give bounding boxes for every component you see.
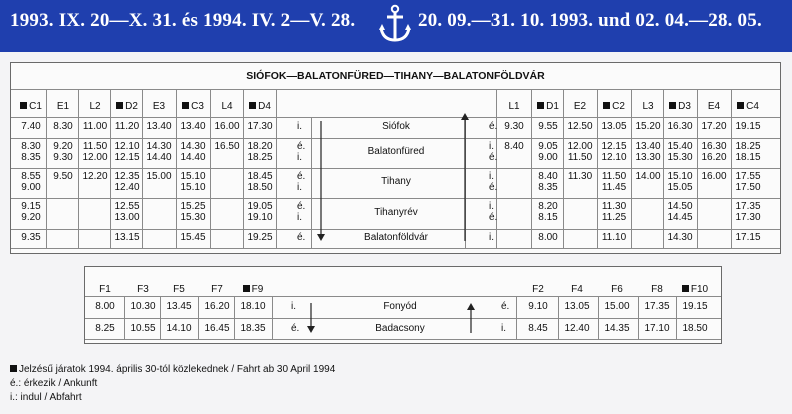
dir-arrive-depart: i. [489,232,494,243]
time-cell: 8.30 8.35 [21,141,41,163]
time-cell: 12.55 13.00 [114,201,140,223]
rule [11,248,780,249]
time-cell: 8.20 8.15 [538,201,558,223]
marked-square-icon [537,102,544,109]
time-cell: 8.45 [528,323,548,334]
dir-arrive-depart: i. [501,323,506,334]
column-header [564,101,596,112]
rule [311,117,312,248]
column-header [199,284,235,295]
rule [496,89,497,248]
station-name: Balatonfüred [367,146,425,157]
time-cell: 18.25 18.15 [735,141,761,163]
dir-arrive-depart: é. [501,301,510,312]
time-cell: 9.50 [53,171,73,182]
time-cell: 16.00 [701,171,727,182]
time-cell: 12.40 [564,323,590,334]
column-code: F2 [532,284,544,295]
time-cell: 14.30 [667,232,693,243]
time-cell: 11.30 11.25 [601,201,627,223]
time-cell: 9.30 [504,121,524,132]
rule [11,168,780,169]
column-code: D1 [546,101,559,112]
anchor-icon [378,4,412,44]
time-cell: 8.00 [95,301,115,312]
dir-arrive-depart: i. é. [489,141,498,163]
rule [11,117,780,118]
rule [85,296,721,297]
rule [85,339,721,340]
dir-arrive-depart: i. [291,301,296,312]
marked-square-icon [243,285,250,292]
time-cell: 9.05 9.00 [538,141,558,163]
time-cell: 9.55 [538,121,558,132]
column-header [677,284,713,295]
time-cell: 17.20 [701,121,727,132]
column-header [15,101,47,112]
time-cell: 13.15 [114,232,140,243]
time-cell: 16.50 [214,141,240,152]
station-name: Fonyód [383,301,417,312]
rule [110,89,111,248]
timetable-title: SIÓFOK—BALATONFÜRED—TIHANY—BALATONFÖLDVÁR [246,70,545,82]
column-code: L3 [642,101,654,112]
time-cell: 19.15 [735,121,761,132]
time-cell: 12.50 [567,121,593,132]
legend-depart: i.: indul / Abfahrt [10,392,82,403]
column-header [599,284,635,295]
legend-marked-text: Jelzésű járatok 1994. április 30-tól közlekednek / Fahrt ab 30 April 1994 [19,364,336,375]
time-cell: 12.10 12.15 [114,141,140,163]
dir-arrive-depart: i. é. [489,201,498,223]
column-code: F5 [173,284,185,295]
column-code: F8 [651,284,663,295]
column-code: E4 [707,101,721,112]
column-header [559,284,595,295]
rule [11,198,780,199]
time-cell: 9.15 9.20 [21,201,41,223]
time-cell: 11.20 [114,121,140,132]
time-cell: 15.10 15.10 [180,171,206,193]
column-code: L4 [221,101,233,112]
dir-arrive-depart: é. [489,121,498,132]
column-header [698,101,730,112]
time-cell: 11.50 12.00 [82,141,108,163]
time-cell: 16.20 [204,301,230,312]
column-header [732,101,764,112]
dir-arrive-depart: é. i. [297,201,306,223]
rule [85,318,721,319]
column-header [143,101,175,112]
column-header [520,284,556,295]
dir-arrive-depart: é. i. [297,171,306,193]
time-cell: 9.10 [528,301,548,312]
ferry-timetable [84,266,722,344]
column-code: D2 [125,101,138,112]
column-header [498,101,530,112]
column-header [47,101,79,112]
column-header [664,101,696,112]
column-code: C2 [612,101,625,112]
time-cell: 18.20 18.25 [247,141,273,163]
time-cell: 14.30 14.40 [146,141,172,163]
main-timetable [10,62,781,254]
time-cell: 12.20 [82,171,108,182]
marked-square-icon [116,102,123,109]
marked-square-icon [249,102,256,109]
time-cell: 15.25 15.30 [180,201,206,223]
rule [142,89,143,248]
column-code: L2 [89,101,101,112]
rule [516,296,517,339]
time-cell: 8.40 8.35 [538,171,558,193]
time-cell: 15.00 [604,301,630,312]
time-cell: 15.40 15.30 [667,141,693,163]
marked-square-icon [682,285,689,292]
time-cell: 14.10 [166,323,192,334]
column-header [161,284,197,295]
time-cell: 18.50 [682,323,708,334]
marked-square-icon [20,102,27,109]
column-header [244,101,276,112]
time-cell: 9.35 [21,232,41,243]
time-cell: 19.25 [247,232,273,243]
time-cell: 8.25 [95,323,115,334]
time-cell: 8.00 [538,232,558,243]
column-code: F4 [571,284,583,295]
time-cell: 13.05 [601,121,627,132]
column-code: F7 [211,284,223,295]
time-cell: 18.35 [240,323,266,334]
column-header [639,284,675,295]
time-cell: 15.00 [146,171,172,182]
time-cell: 9.20 9.30 [53,141,73,163]
rule [563,89,564,248]
time-cell: 18.10 [240,301,266,312]
time-cell: 8.40 [504,141,524,152]
rule [210,89,211,248]
column-header [235,284,271,295]
rule [597,89,598,248]
column-code: F1 [99,284,111,295]
station-name: Tihany [381,176,411,187]
column-code: C3 [191,101,204,112]
rule [631,89,632,248]
column-code: F10 [690,284,709,295]
station-name: Balatonföldvár [364,231,428,243]
time-cell: 11.50 11.45 [601,171,627,193]
down-arrow-icon [316,121,326,241]
column-code: E2 [573,101,587,112]
time-cell: 14.30 14.40 [180,141,206,163]
rule [46,89,47,248]
time-cell: 17.15 [735,232,761,243]
time-cell: 17.30 [247,121,273,132]
rule [731,89,732,248]
column-code: F3 [137,284,149,295]
column-code: F9 [251,284,264,295]
time-cell: 15.10 15.05 [667,171,693,193]
time-cell: 12.15 12.10 [601,141,627,163]
marked-square-icon [737,102,744,109]
legend-marked [10,364,335,375]
dir-arrive-depart: i. é. [489,171,498,193]
time-cell: 13.45 [166,301,192,312]
column-code: E3 [152,101,166,112]
time-cell: 16.00 [214,121,240,132]
rule [531,89,532,248]
up-arrow-icon [466,303,476,333]
column-code: D4 [258,101,271,112]
column-header [111,101,143,112]
column-code: L1 [508,101,520,112]
time-cell: 13.40 [146,121,172,132]
marked-square-icon [669,102,676,109]
rule [276,89,277,248]
rule [697,89,698,248]
time-cell: 14.50 14.45 [667,201,693,223]
time-cell: 18.45 18.50 [247,171,273,193]
time-cell: 15.45 [180,232,206,243]
time-cell: 17.35 [644,301,670,312]
column-header [79,101,111,112]
time-cell: 11.30 [567,171,593,182]
rule [11,138,780,139]
time-cell: 14.00 [635,171,661,182]
rule [663,89,664,248]
column-header [532,101,564,112]
time-cell: 17.35 17.30 [735,201,761,223]
station-name: Badacsony [375,323,425,334]
time-cell: 17.10 [644,323,670,334]
column-code: E1 [56,101,70,112]
column-header [598,101,630,112]
marked-square-icon [182,102,189,109]
time-cell: 11.10 [601,232,627,243]
column-code: F6 [611,284,623,295]
time-cell: 13.40 [180,121,206,132]
time-cell: 8.55 9.00 [21,171,41,193]
dir-arrive-depart: é. [291,323,300,334]
column-code: C1 [29,101,42,112]
rule [243,89,244,248]
marked-square-icon [10,365,17,372]
rule [11,89,780,90]
time-cell: 17.55 17.50 [735,171,761,193]
station-name: Tihanyrév [374,206,418,218]
column-header [632,101,664,112]
time-cell: 16.45 [204,323,230,334]
time-cell: 15.20 [635,121,661,132]
time-cell: 14.35 [604,323,630,334]
time-cell: 12.00 11.50 [567,141,593,163]
time-cell: 10.30 [130,301,156,312]
dir-arrive-depart: é. i. [297,141,306,163]
column-header [211,101,243,112]
down-arrow-icon [306,303,316,333]
column-header [87,284,123,295]
rule [78,89,79,248]
marked-square-icon [603,102,610,109]
legend-arrive: é.: érkezik / Ankunft [10,378,98,389]
station-name: Siófok [382,121,410,132]
hungarian-dates: 1993. IX. 20—X. 31. és 1994. IV. 2—V. 28. [10,10,356,31]
time-cell: 12.35 12.40 [114,171,140,193]
time-cell: 16.30 16.20 [701,141,727,163]
time-cell: 19.05 19.10 [247,201,273,223]
german-dates: 20. 09.—31. 10. 1993. und 02. 04.—28. 05. [418,10,762,31]
column-header [177,101,209,112]
time-cell: 8.30 [53,121,73,132]
rule [272,296,273,339]
time-cell: 19.15 [682,301,708,312]
dir-arrive-depart: é. [297,232,306,243]
rule [11,229,780,230]
column-code: D3 [678,101,691,112]
rule [176,89,177,248]
time-cell: 16.30 [667,121,693,132]
time-cell: 13.40 13.30 [635,141,661,163]
dir-arrive-depart: i. [297,121,302,132]
time-cell: 7.40 [21,121,41,132]
header-banner [0,0,792,52]
time-cell: 10.55 [130,323,156,334]
up-arrow-icon [460,113,470,241]
column-code: C4 [746,101,759,112]
time-cell: 13.05 [564,301,590,312]
column-header [125,284,161,295]
time-cell: 11.00 [82,121,108,132]
